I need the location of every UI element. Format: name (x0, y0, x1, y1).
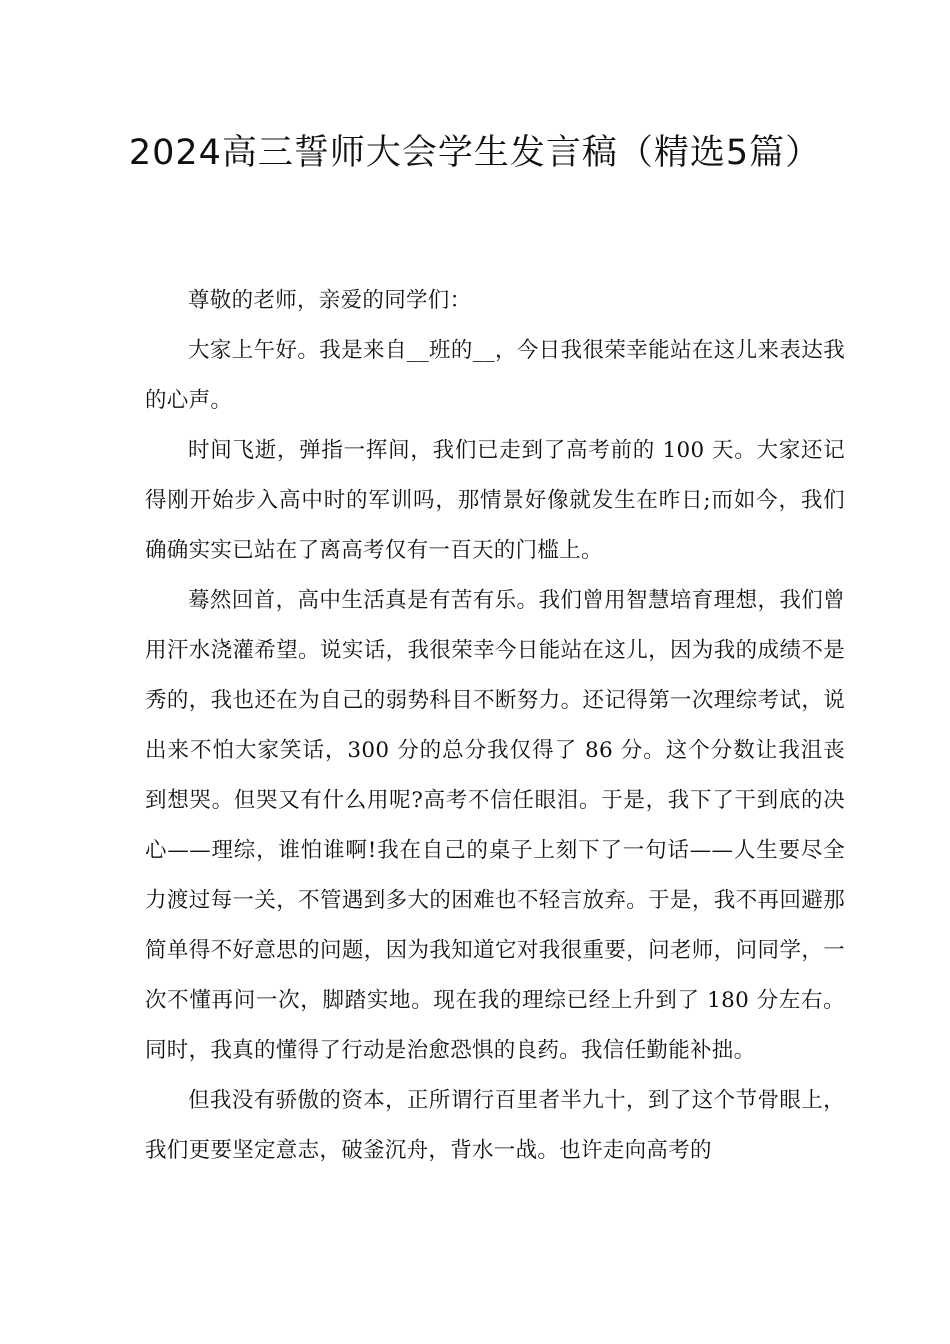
resolve-paragraph: 但我没有骄傲的资本，正所谓行百里者半九十，到了这个节骨眼上，我们更要坚定意志，破釜沉舟，背水一战。也许走向高考的 (145, 1088, 845, 1163)
document-title: 2024高三誓师大会学生发言稿（精选5篇） (128, 133, 822, 173)
greeting-paragraph: 大家上午好。我是来自__班的__，今日我很荣幸能站在这儿来表达我的心声。 (145, 338, 845, 413)
time-paragraph: 时间飞逝，弹指一挥间，我们已走到了高考前的 100 天。大家还记得刚开始步入高中时的军训吗，那情景好像就发生在昨日;而如今，我们确确实实已站在了离高考仅有一百天的门槛上。 (145, 438, 845, 563)
salutation-paragraph: 尊敬的老师，亲爱的同学们： (188, 288, 472, 313)
reflection-paragraph: 蓦然回首，高中生活真是有苦有乐。我们曾用智慧培育理想，我们曾用汗水浇灌希望。说实话，我很荣幸今日能站在这儿，因为我的成绩不是秀的，我也还在为自己的弱势科目不断努力。还记得第一次理综考试，说出来不怕大家笑话，300 分的总分我仅得了 86 分。这个分数让我沮丧到想哭。但哭又有什么用呢?高考不信任眼泪。于是，我下了干到底的决心——理综，谁怕谁啊!我在自己的桌子上刻下了一句话——人生要尽全力渡过每一关，不管遇到多大的困难也不轻言放弃。于是，我不再回避那简单得不好意思的问题，因为我知道它对我很重要，问老师，问同学，一次不懂再问一次，脚踏实地。现在我的理综已经上升到了 180 分左右。同时，我真的懂得了行动是治愈恐惧的良药。我信任勤能补拙。 (145, 588, 845, 1063)
document-body (145, 276, 845, 1176)
